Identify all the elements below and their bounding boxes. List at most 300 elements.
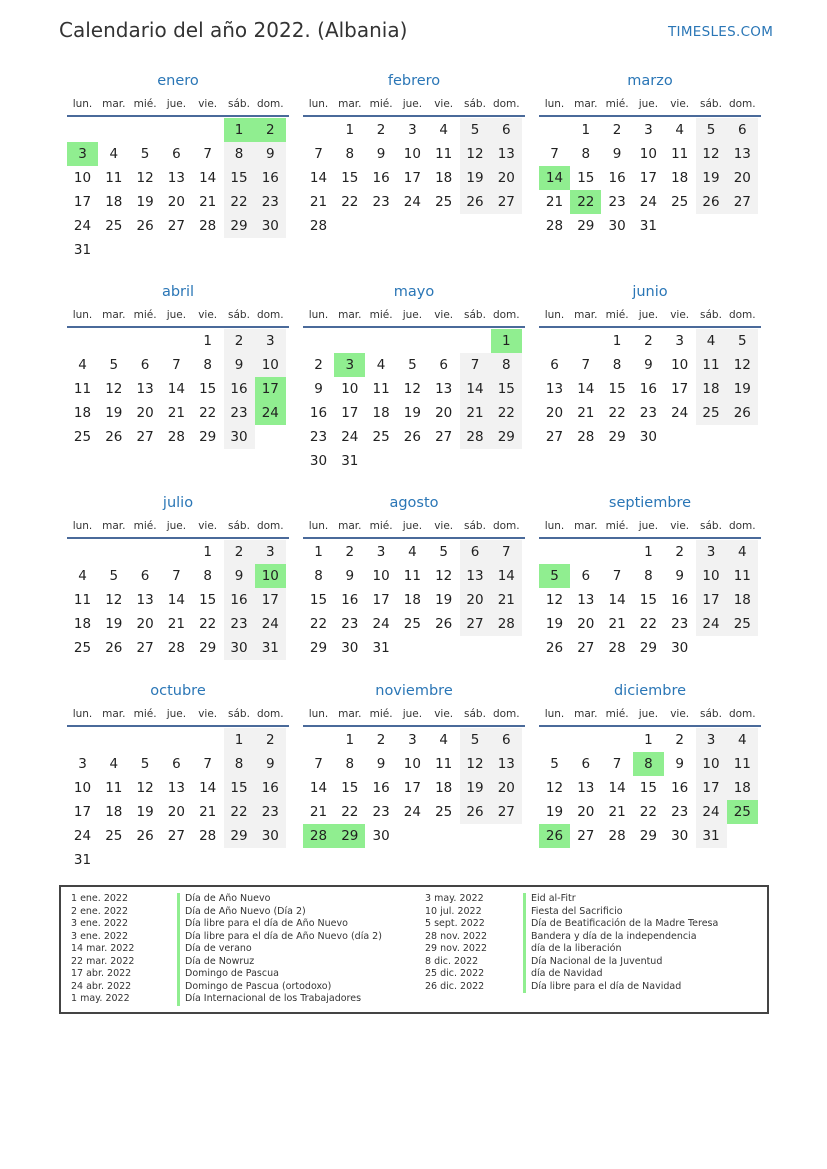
day-cell: 1 [644,732,653,748]
day-cell: 19 [460,776,491,800]
month-name: septiembre [608,495,692,511]
day-cell: 5 [140,756,150,772]
day-cell: 31 [372,640,390,656]
day-cell: 9 [376,146,386,162]
day-cell: 2 [376,732,386,748]
day-cell: 25 [435,804,453,820]
day-cell: 1 [612,333,622,349]
weekday-label: lun. [72,309,93,321]
day-cell: 22 [341,804,359,820]
legend-entry: 10 jul. 2022 [425,905,482,917]
weekday-label: vie. [198,708,218,720]
weekday-label: sáb. [464,708,486,720]
weekday-label: mié. [605,708,629,720]
day-cell: 17 [696,776,727,800]
day-cell: 4 [696,329,727,353]
weekday-label: lun. [308,708,329,720]
month-divider [67,725,289,727]
weekday-label: vie. [434,520,454,532]
day-cell: 25 [105,218,123,234]
legend-entry: Día libre para el día de Navidad [531,980,682,992]
day-cell: 9 [314,381,323,397]
day-cell: 20 [136,405,154,421]
month-name: mayo [393,284,435,300]
weekday-label: mar. [338,98,362,110]
day-cell: 24 [73,218,92,234]
day-cell: 16 [224,588,255,612]
day-cell: 23 [608,194,626,210]
day-cell: 15 [577,170,595,186]
holiday-day-cell: 1 [491,329,522,353]
day-cell: 20 [167,804,185,820]
day-cell: 19 [460,166,491,190]
weekday-label: sáb. [464,98,486,110]
day-cell: 1 [581,122,591,138]
day-cell: 2 [255,728,286,752]
day-cell: 31 [341,453,359,469]
day-cell: 14 [608,780,626,796]
day-cell: 30 [671,828,689,844]
day-cell: 26 [403,429,421,445]
weekday-label: mié. [605,309,629,321]
legend-entry: 2 ene. 2022 [71,905,128,917]
day-cell: 5 [439,544,448,560]
day-cell: 31 [73,852,92,868]
day-cell: 20 [577,616,595,632]
weekday-label: mar. [102,98,126,110]
day-cell: 23 [639,405,657,421]
day-cell: 23 [671,804,689,820]
holiday-day-cell: 26 [539,824,570,848]
day-cell: 31 [255,636,286,660]
legend-entry: Fiesta del Sacrificio [531,905,623,917]
legend-entry: Día Internacional de los Trabajadores [185,993,362,1004]
day-cell: 3 [696,728,727,752]
day-cell: 7 [314,756,323,772]
day-cell: 17 [403,780,421,796]
holiday-day-cell: 3 [67,142,98,166]
day-cell: 27 [491,800,522,824]
day-cell: 6 [460,540,491,564]
day-cell: 5 [460,728,491,752]
day-cell: 22 [639,804,657,820]
day-cell: 24 [403,804,421,820]
day-cell: 7 [460,353,491,377]
day-cell: 19 [545,616,564,632]
day-cell: 17 [341,405,359,421]
day-cell: 22 [199,405,217,421]
month-name: diciembre [613,683,687,699]
day-cell: 20 [460,588,491,612]
day-cell: 4 [675,122,684,138]
day-cell: 23 [224,401,255,425]
weekday-label: mar. [574,708,598,720]
weekday-label: jue. [402,708,423,720]
day-cell: 5 [109,568,119,584]
month-divider [539,725,761,727]
day-cell: 10 [671,357,689,373]
day-cell: 16 [372,780,390,796]
day-cell: 11 [105,780,123,796]
day-cell: 15 [309,592,328,608]
legend-entry: 3 ene. 2022 [71,930,128,942]
month-divider [303,115,525,117]
day-cell: 27 [491,190,522,214]
legend-entry: Domingo de Pascua (ortodoxo) [185,980,332,992]
day-cell: 7 [172,568,181,584]
day-cell: 24 [696,612,727,636]
weekday-label: mar. [574,98,598,110]
day-cell: 7 [612,756,622,772]
day-cell: 11 [73,381,92,397]
day-cell: 23 [224,612,255,636]
month-name: abril [161,284,195,300]
day-cell: 24 [403,194,421,210]
day-cell: 19 [136,804,154,820]
day-cell: 11 [671,146,689,162]
weekday-label: sáb. [228,520,250,532]
weekday-label: sáb. [464,520,486,532]
day-cell: 10 [73,170,92,186]
day-cell: 11 [105,170,123,186]
day-cell: 28 [167,429,185,445]
day-cell: 22 [224,190,255,214]
weekday-label: vie. [434,98,454,110]
day-cell: 17 [671,381,689,397]
day-cell: 26 [460,800,491,824]
day-cell: 7 [203,756,212,772]
day-cell: 15 [608,381,626,397]
legend-left-names [177,893,382,1006]
day-cell: 25 [73,429,92,445]
weekday-label: lun. [72,98,93,110]
day-cell: 13 [167,780,185,796]
day-cell: 9 [675,756,684,772]
day-cell: 10 [696,752,727,776]
day-cell: 10 [403,146,421,162]
month-divider [303,537,525,539]
month-name: agosto [389,495,439,511]
day-cell: 7 [314,146,323,162]
weekday-label: lun. [72,708,93,720]
day-cell: 27 [460,612,491,636]
day-cell: 12 [105,381,123,397]
day-cell: 16 [341,592,359,608]
day-cell: 4 [439,732,448,748]
day-cell: 11 [435,756,453,772]
month-name: noviembre [375,683,453,699]
day-cell: 8 [314,568,323,584]
weekday-label: vie. [670,309,690,321]
day-cell: 30 [671,640,689,656]
day-cell: 8 [612,357,622,373]
day-cell: 25 [403,616,421,632]
day-cell: 9 [224,353,255,377]
day-cell: 21 [309,194,328,210]
month-name: marzo [627,73,673,89]
day-cell: 12 [105,592,123,608]
holiday-day-cell: 24 [255,401,286,425]
day-cell: 6 [550,357,559,373]
day-cell: 31 [639,218,657,234]
day-cell: 5 [727,329,758,353]
day-cell: 6 [491,728,522,752]
day-cell: 4 [78,357,87,373]
legend-entry: Día libre para el día de Año Nuevo (día 2) [185,930,382,942]
day-cell: 1 [314,544,323,560]
day-cell: 11 [435,146,453,162]
day-cell: 9 [224,564,255,588]
day-cell: 14 [309,170,328,186]
day-cell: 12 [136,170,154,186]
legend-entry: día de la liberación [531,943,622,954]
day-cell: 20 [545,405,564,421]
weekday-label: sáb. [464,309,486,321]
day-cell: 8 [345,146,355,162]
holiday-day-cell: 25 [727,800,758,824]
day-cell: 15 [341,170,359,186]
weekday-label: lun. [544,98,565,110]
month-name: octubre [150,683,206,699]
legend-entry: 24 abr. 2022 [71,980,132,992]
weekday-label: sáb. [228,98,250,110]
legend-entry: 26 dic. 2022 [425,980,485,992]
day-cell: 19 [403,405,421,421]
legend-left-dates [71,893,134,1006]
day-cell: 11 [727,564,758,588]
day-cell: 15 [639,592,657,608]
day-cell: 6 [172,756,181,772]
day-cell: 8 [644,568,653,584]
day-cell: 20 [136,616,154,632]
day-cell: 30 [224,636,255,660]
day-cell: 8 [224,142,255,166]
day-cell: 8 [224,752,255,776]
day-cell: 22 [224,800,255,824]
day-cell: 26 [136,828,154,844]
day-cell: 18 [73,405,92,421]
day-cell: 27 [167,218,185,234]
weekday-label: vie. [434,708,454,720]
holiday-day-cell: 17 [255,377,286,401]
day-cell: 21 [545,194,564,210]
day-cell: 16 [671,780,689,796]
day-cell: 27 [545,429,564,445]
weekday-label: lun. [308,520,329,532]
day-cell: 13 [435,381,453,397]
day-cell: 3 [644,122,653,138]
day-cell: 2 [345,544,355,560]
day-cell: 23 [255,190,286,214]
legend-entry: Eid al-Fitr [531,893,576,904]
day-cell: 7 [172,357,181,373]
day-cell: 25 [727,612,758,636]
day-cell: 11 [727,752,758,776]
weekday-label: mar. [338,708,362,720]
day-cell: 15 [639,780,657,796]
holiday-day-cell: 5 [539,564,570,588]
day-cell: 26 [545,640,564,656]
legend-right-dates [425,893,487,993]
day-cell: 11 [696,353,727,377]
day-cell: 12 [435,568,453,584]
day-cell: 25 [696,401,727,425]
weekday-label: mié. [133,708,157,720]
day-cell: 6 [172,146,181,162]
day-cell: 14 [460,377,491,401]
day-cell: 4 [727,540,758,564]
day-cell: 12 [696,142,727,166]
day-cell: 19 [696,166,727,190]
day-cell: 10 [255,353,286,377]
day-cell: 29 [224,824,255,848]
weekday-label: jue. [638,98,659,110]
day-cell: 29 [491,425,522,449]
day-cell: 17 [403,170,421,186]
day-cell: 15 [199,592,217,608]
day-cell: 12 [460,752,491,776]
day-cell: 28 [608,640,626,656]
day-cell: 29 [199,429,217,445]
day-cell: 3 [78,756,87,772]
holiday-day-cell: 3 [334,353,365,377]
weekday-label: mar. [338,520,362,532]
day-cell: 9 [255,752,286,776]
weekday-label: dom. [492,309,520,321]
weekday-label: mié. [133,98,157,110]
holiday-day-cell: 14 [539,166,570,190]
day-cell: 6 [140,357,150,373]
day-cell: 28 [309,218,328,234]
day-cell: 4 [78,568,87,584]
legend-entry: 8 dic. 2022 [425,955,479,967]
day-cell: 29 [199,640,217,656]
day-cell: 2 [376,122,386,138]
day-cell: 30 [639,429,657,445]
legend-entry: 5 sept. 2022 [425,918,485,929]
day-cell: 28 [577,429,595,445]
weekday-label: mar. [102,520,126,532]
day-cell: 1 [203,544,212,560]
month-name: febrero [387,73,441,89]
day-cell: 15 [224,166,255,190]
weekday-label: lun. [308,98,329,110]
day-cell: 29 [639,828,657,844]
weekday-label: jue. [166,520,187,532]
day-cell: 18 [671,170,689,186]
legend-entry: Día de Nowruz [185,955,255,967]
brand-logo[interactable]: TIMESLES.COM [668,24,774,40]
day-cell: 15 [491,377,522,401]
day-cell: 24 [73,828,92,844]
holiday-day-cell: 10 [255,564,286,588]
day-cell: 9 [675,568,684,584]
day-cell: 31 [696,824,727,848]
day-cell: 18 [696,377,727,401]
weekday-label: mié. [369,98,393,110]
day-cell: 18 [105,194,123,210]
legend-entry: día de Navidad [531,968,603,979]
legend-entry: Domingo de Pascua [185,968,279,979]
weekday-label: jue. [166,98,187,110]
legend-entry: 28 nov. 2022 [425,930,488,942]
month-name: enero [157,73,199,89]
day-cell: 20 [435,405,453,421]
day-cell: 10 [372,568,390,584]
day-cell: 12 [545,780,564,796]
day-cell: 4 [109,756,119,772]
weekday-label: jue. [638,520,659,532]
weekday-label: mar. [102,309,126,321]
day-cell: 9 [255,142,286,166]
day-cell: 27 [136,429,154,445]
day-cell: 2 [314,357,323,373]
day-cell: 6 [491,118,522,142]
day-cell: 16 [224,377,255,401]
weekday-label: dom. [256,98,284,110]
weekday-label: dom. [492,98,520,110]
weekday-label: vie. [198,98,218,110]
day-cell: 9 [376,756,386,772]
day-cell: 12 [460,142,491,166]
day-cell: 15 [199,381,217,397]
legend-entry: Bandera y día de la independencia [531,930,697,942]
day-cell: 28 [460,425,491,449]
day-cell: 10 [403,756,421,772]
day-cell: 21 [460,401,491,425]
weekday-label: jue. [402,309,423,321]
day-cell: 22 [639,616,657,632]
day-cell: 5 [140,146,150,162]
day-cell: 28 [199,218,217,234]
day-cell: 21 [199,194,217,210]
day-cell: 31 [73,242,92,258]
day-cell: 7 [550,146,559,162]
day-cell: 1 [203,333,212,349]
day-cell: 3 [255,540,286,564]
day-cell: 11 [403,568,421,584]
weekday-label: sáb. [700,309,722,321]
day-cell: 25 [435,194,453,210]
day-cell: 23 [372,194,390,210]
legend-entry: 3 may. 2022 [425,893,484,904]
holiday-day-cell: 2 [255,118,286,142]
day-cell: 8 [345,756,355,772]
month-divider [539,537,761,539]
day-cell: 30 [309,453,328,469]
day-cell: 1 [224,728,255,752]
day-cell: 3 [675,333,684,349]
day-cell: 6 [581,756,591,772]
weekday-label: mar. [102,708,126,720]
day-cell: 21 [491,588,522,612]
day-cell: 26 [727,401,758,425]
weekday-label: dom. [728,708,756,720]
day-cell: 17 [372,592,390,608]
weekday-label: jue. [166,708,187,720]
day-cell: 2 [644,333,653,349]
day-cell: 17 [696,588,727,612]
day-cell: 12 [545,592,564,608]
month-divider [67,537,289,539]
day-cell: 30 [608,218,626,234]
day-cell: 8 [491,353,522,377]
holiday-day-cell: 1 [224,118,255,142]
day-cell: 5 [109,357,119,373]
day-cell: 24 [671,405,689,421]
day-cell: 4 [376,357,386,373]
day-cell: 18 [727,776,758,800]
